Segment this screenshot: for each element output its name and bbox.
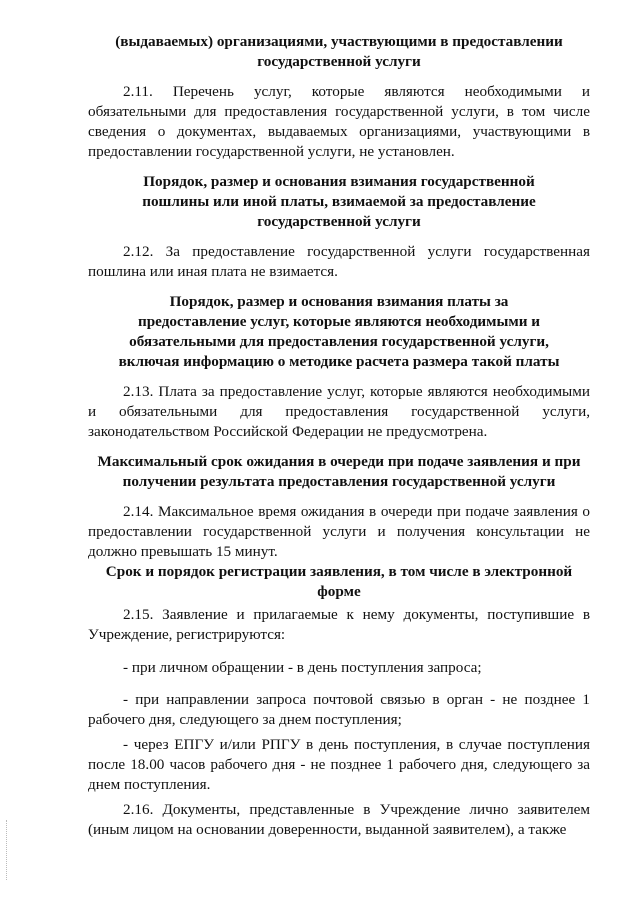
section-heading-fee: Порядок, размер и основания взимания государственной пошлины или иной платы, взимаемой за предоставление государственной услуги <box>142 173 536 230</box>
paragraph-2-13: 2.13. Плата за предоставление услуг, которые являются необходимыми и обязательными для предоставления государственной услуги, законодательством Российской Федерации не предусмотрена. <box>88 383 590 440</box>
scan-edge-mark <box>6 820 9 880</box>
list-item-personal: - при личном обращении - в день поступления запроса; <box>123 659 482 676</box>
section-heading-wait: Максимальный срок ожидания в очереди при подаче заявления и при получении результата предоставления государственной услуги <box>97 453 581 490</box>
paragraph-2-15: 2.15. Заявление и прилагаемые к нему документы, поступившие в Учреждение, регистрируются: <box>88 606 590 643</box>
section-heading-registration: Срок и порядок регистрации заявления, в том числе в электронной форме <box>105 563 573 600</box>
paragraph-2-16: 2.16. Документы, представленные в Учреждение лично заявителем (иным лицом на основании доверенности, выданной заявителем), а также <box>88 801 590 838</box>
paragraph-2-11: 2.11. Перечень услуг, которые являются необходимыми и обязательными для предоставления государственной услуги, в том числе сведения о документах, выдаваемых организациями, участвующими в предоставлении государственной услуги, не установлен. <box>88 83 590 160</box>
list-item-post: - при направлении запроса почтовой связью в орган - не позднее 1 рабочего дня, следующего за днем поступления; <box>88 691 590 728</box>
list-item-epgu: - через ЕПГУ и/или РПГУ в день поступления, в случае поступления после 18.00 часов рабочего дня - не позднее 1 рабочего дня, следующего за днем поступления. <box>88 736 590 793</box>
section-heading-intro: (выдаваемых) организациями, участвующими в предоставлении государственной услуги <box>115 33 563 70</box>
section-heading-payment: Порядок, размер и основания взимания платы за предоставление услуг, которые являются необходимыми и обязательными для предоставления государственной услуги, включая информацию о методике расчета размера такой платы <box>118 293 560 370</box>
paragraph-2-12: 2.12. За предоставление государственной услуги государственная пошлина или иная плата не взимается. <box>88 243 590 280</box>
paragraph-2-14: 2.14. Максимальное время ожидания в очереди при подаче заявления о предоставлении государственной услуги и получения консультации не должно превышать 15 минут. <box>88 503 590 560</box>
